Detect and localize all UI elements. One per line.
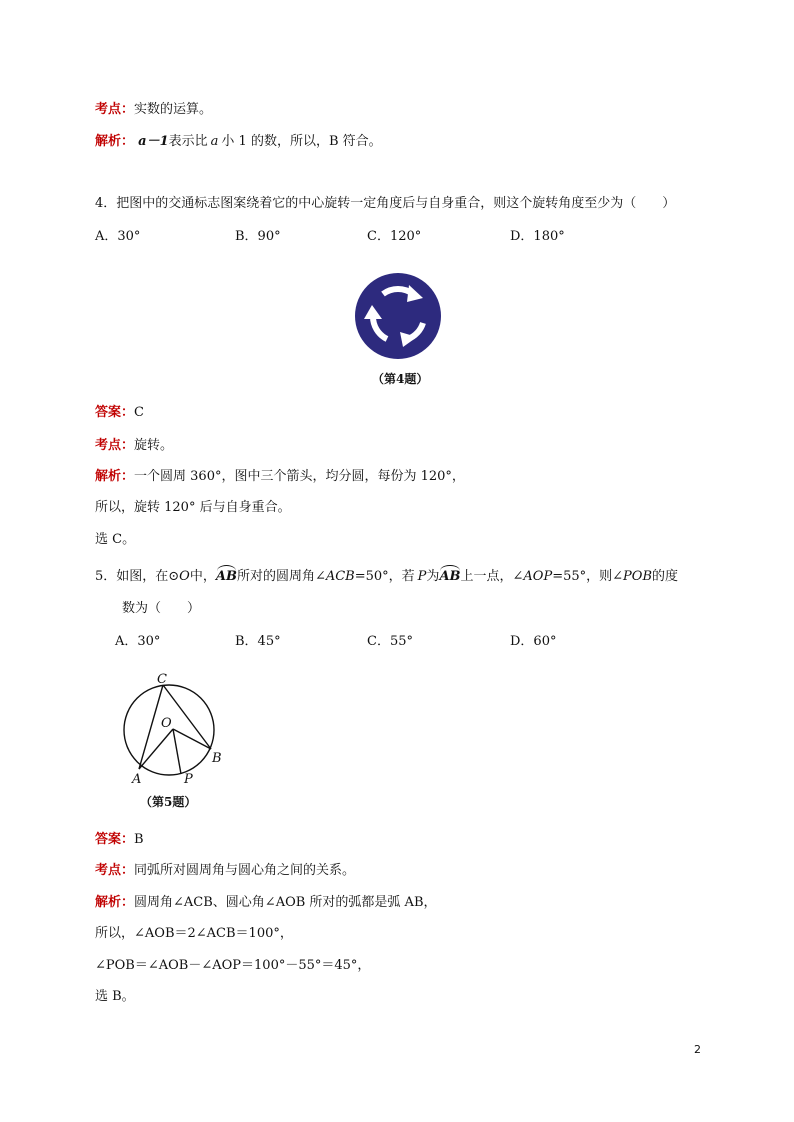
point-b-label: B — [212, 751, 222, 766]
q4-answer-line — [95, 405, 144, 421]
q4-jiexi-line — [95, 469, 465, 485]
kaodian-label: 考点： — [95, 863, 135, 878]
q4-answer: C — [134, 405, 144, 420]
q5-answer: B — [134, 832, 144, 847]
q3-expression: a－1 — [138, 134, 169, 149]
q3-kaodian-text: 实数的运算。 — [134, 102, 213, 117]
q3-jiexi-text-a: 表示比 — [168, 134, 208, 149]
q4-option-c: C．120° — [367, 229, 422, 244]
arc-ab-symbol: AB — [439, 569, 461, 584]
point-a-label: A — [132, 772, 142, 787]
q5-option-d: D．60° — [510, 634, 557, 649]
q4-option-b: B．90° — [235, 229, 281, 244]
q5-option-a: A．30° — [115, 634, 161, 649]
q5-figure-caption: （第5题） — [140, 795, 197, 809]
jiexi-label: 解析： — [95, 134, 135, 149]
roundabout-sign-figure — [353, 271, 443, 361]
kaodian-label: 考点： — [95, 438, 135, 453]
q5-q-part: =55°，则∠ — [552, 569, 624, 584]
answer-label: 答案： — [95, 832, 135, 847]
q4-jiexi-2: 所以，旋转 120° 后与自身重合。 — [95, 500, 291, 515]
q5-q-part: 的度 — [652, 569, 679, 584]
kaodian-label: 考点： — [95, 102, 135, 117]
point-p-label: P — [184, 772, 193, 787]
q5-kaodian-line — [95, 863, 355, 879]
page-number: 2 — [694, 1043, 701, 1056]
jiexi-label: 解析： — [95, 895, 135, 910]
q3-var-a: a — [210, 134, 219, 149]
q4-figure-caption: （第4题） — [372, 372, 429, 386]
point-o-label: O — [161, 716, 172, 731]
q5-question — [95, 567, 678, 585]
q5-var-acb: ACB — [325, 569, 355, 584]
q5-option-b: B．45° — [235, 634, 281, 649]
q3-kaodian-line — [95, 102, 212, 118]
q5-answer-line — [95, 832, 144, 848]
q5-q-part: 5．如图，在⊙ — [95, 569, 180, 584]
q3-jiexi-line — [95, 134, 382, 150]
q5-question-line2: 数为（ ） — [122, 601, 201, 616]
q5-q-part: 所对的圆周角∠ — [236, 569, 326, 584]
q5-jiexi-4: 选 B。 — [95, 989, 135, 1004]
point-c-label: C — [157, 672, 167, 687]
q5-kaodian-text: 同弧所对圆周角与圆心角之间的关系。 — [134, 863, 356, 878]
circle-geometry-figure — [115, 668, 235, 790]
q5-var-pob: POB — [623, 569, 653, 584]
q5-jiexi-1: 圆周角∠ACB、圆心角∠AOB 所对的弧都是弧 AB， — [134, 895, 437, 910]
q4-jiexi-3: 选 C。 — [95, 532, 136, 547]
q5-q-part: =50°，若 — [354, 569, 415, 584]
q5-q-part: 为 — [426, 569, 440, 584]
q4-kaodian-line — [95, 438, 173, 454]
q5-option-c: C．55° — [367, 634, 413, 649]
q5-q-part: 上一点，∠ — [460, 569, 524, 584]
q4-question: 4．把图中的交通标志图案绕着它的中心旋转一定角度后与自身重合，则这个旋转角度至少为（ ） — [95, 196, 676, 211]
q5-var-aop: AOP — [523, 569, 553, 584]
q5-jiexi-2: 所以，∠AOB＝2∠ACB＝100°， — [95, 926, 293, 941]
q5-jiexi-line — [95, 895, 437, 911]
q3-jiexi-text-b: 小 1 的数，所以，B 符合。 — [221, 134, 382, 149]
q4-kaodian-text: 旋转。 — [134, 438, 174, 453]
arc-ab-symbol: AB — [215, 569, 237, 584]
q4-option-a: A．30° — [95, 229, 141, 244]
q5-var-p: P — [417, 569, 427, 584]
q5-var-o: O — [179, 569, 190, 584]
q5-jiexi-3: ∠POB＝∠AOB－∠AOP＝100°－55°＝45°， — [95, 958, 371, 973]
answer-label: 答案： — [95, 405, 135, 420]
jiexi-label: 解析： — [95, 469, 135, 484]
q4-option-d: D．180° — [510, 229, 565, 244]
q4-jiexi-1: 一个圆周 360°，图中三个箭头，均分圆，每份为 120°， — [134, 469, 465, 484]
q5-q-part: 中， — [189, 569, 216, 584]
